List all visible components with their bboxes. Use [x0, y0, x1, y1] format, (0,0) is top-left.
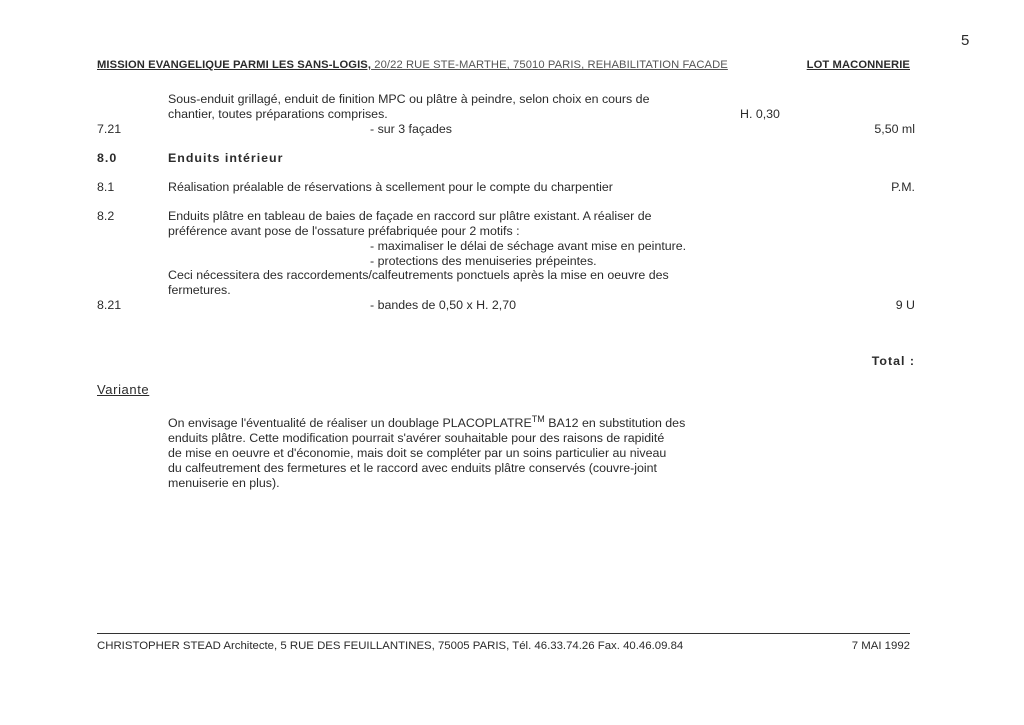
item-82-line6: fermetures. [168, 283, 231, 297]
header-address: 20/22 RUE STE-MARTHE, 75010 PARIS, REHABILITATION FACADE [371, 59, 728, 71]
item-821-quantity: 9 U [895, 298, 915, 312]
item-721-desc-line1: Sous-enduit grillagé, enduit de finition MPC ou plâtre à peindre, selon choix en cours de [168, 92, 650, 106]
item-821-number: 8.21 [97, 298, 122, 312]
total-label: Total : [871, 354, 915, 368]
page-number: 5 [961, 32, 970, 49]
item-721-detail: - sur 3 façades [370, 122, 452, 136]
footer-date: 7 MAI 1992 [851, 640, 910, 652]
item-82-number: 8.2 [97, 209, 115, 223]
item-721-number: 7.21 [97, 122, 122, 136]
item-82-line2: préférence avant pose de l'ossature préfabriquée pour 2 motifs : [168, 224, 520, 238]
item-81-quantity: P.M. [891, 180, 915, 194]
item-721-height: H. 0,30 [740, 107, 780, 121]
variante-line1-b: BA12 en substitution des [544, 416, 686, 430]
item-81-desc: Réalisation préalable de réservations à scellement pour le compte du charpentier [168, 180, 613, 194]
trademark-mark: TM [531, 414, 545, 424]
header-lot: LOT MACONNERIE [806, 59, 910, 71]
variante-line4: du calfeutrement des fermetures et le raccord avec enduits plâtre conservés (couvre-joint [168, 461, 657, 475]
item-721-quantity: 5,50 ml [874, 122, 915, 136]
item-81-number: 8.1 [97, 180, 115, 194]
section-8-title: Enduits intérieur [168, 151, 284, 165]
item-721-desc-line2: chantier, toutes préparations comprises. [168, 107, 388, 121]
variante-line1-a: On envisage l'éventualité de réaliser un doublage PLACOPLATRE [168, 416, 532, 430]
section-8-number: 8.0 [97, 151, 118, 165]
variante-line2: enduits plâtre. Cette modification pourrait s'avérer souhaitable pour des raisons de rapidité [168, 431, 665, 445]
variante-line5: menuiserie en plus). [168, 476, 280, 490]
variante-title: Variante [97, 382, 150, 397]
item-82-line1: Enduits plâtre en tableau de baies de façade en raccord sur plâtre existant. A réaliser de [168, 209, 652, 223]
item-821-detail: - bandes de 0,50 x H. 2,70 [370, 298, 517, 312]
variante-line1 [168, 416, 685, 432]
header-mission: MISSION EVANGELIQUE PARMI LES SANS-LOGIS, [97, 59, 372, 71]
document-header [97, 59, 910, 71]
variante-line3: de mise en oeuvre et d'économie, mais doit se compléter par un soins particulier au niveau [168, 446, 667, 460]
footer-text: CHRISTOPHER STEAD Architecte, 5 RUE DES FEUILLANTINES, 75005 PARIS, Tél. 46.33.74.26 Fax. 40.46.09.84 [97, 640, 684, 652]
footer-divider [97, 633, 910, 634]
item-82-line4: - protections des menuiseries prépeintes. [370, 254, 597, 268]
item-82-line5: Ceci nécessitera des raccordements/calfeutrements ponctuels après la mise en oeuvre des [168, 268, 669, 282]
item-82-line3: - maximaliser le délai de séchage avant mise en peinture. [370, 239, 687, 253]
